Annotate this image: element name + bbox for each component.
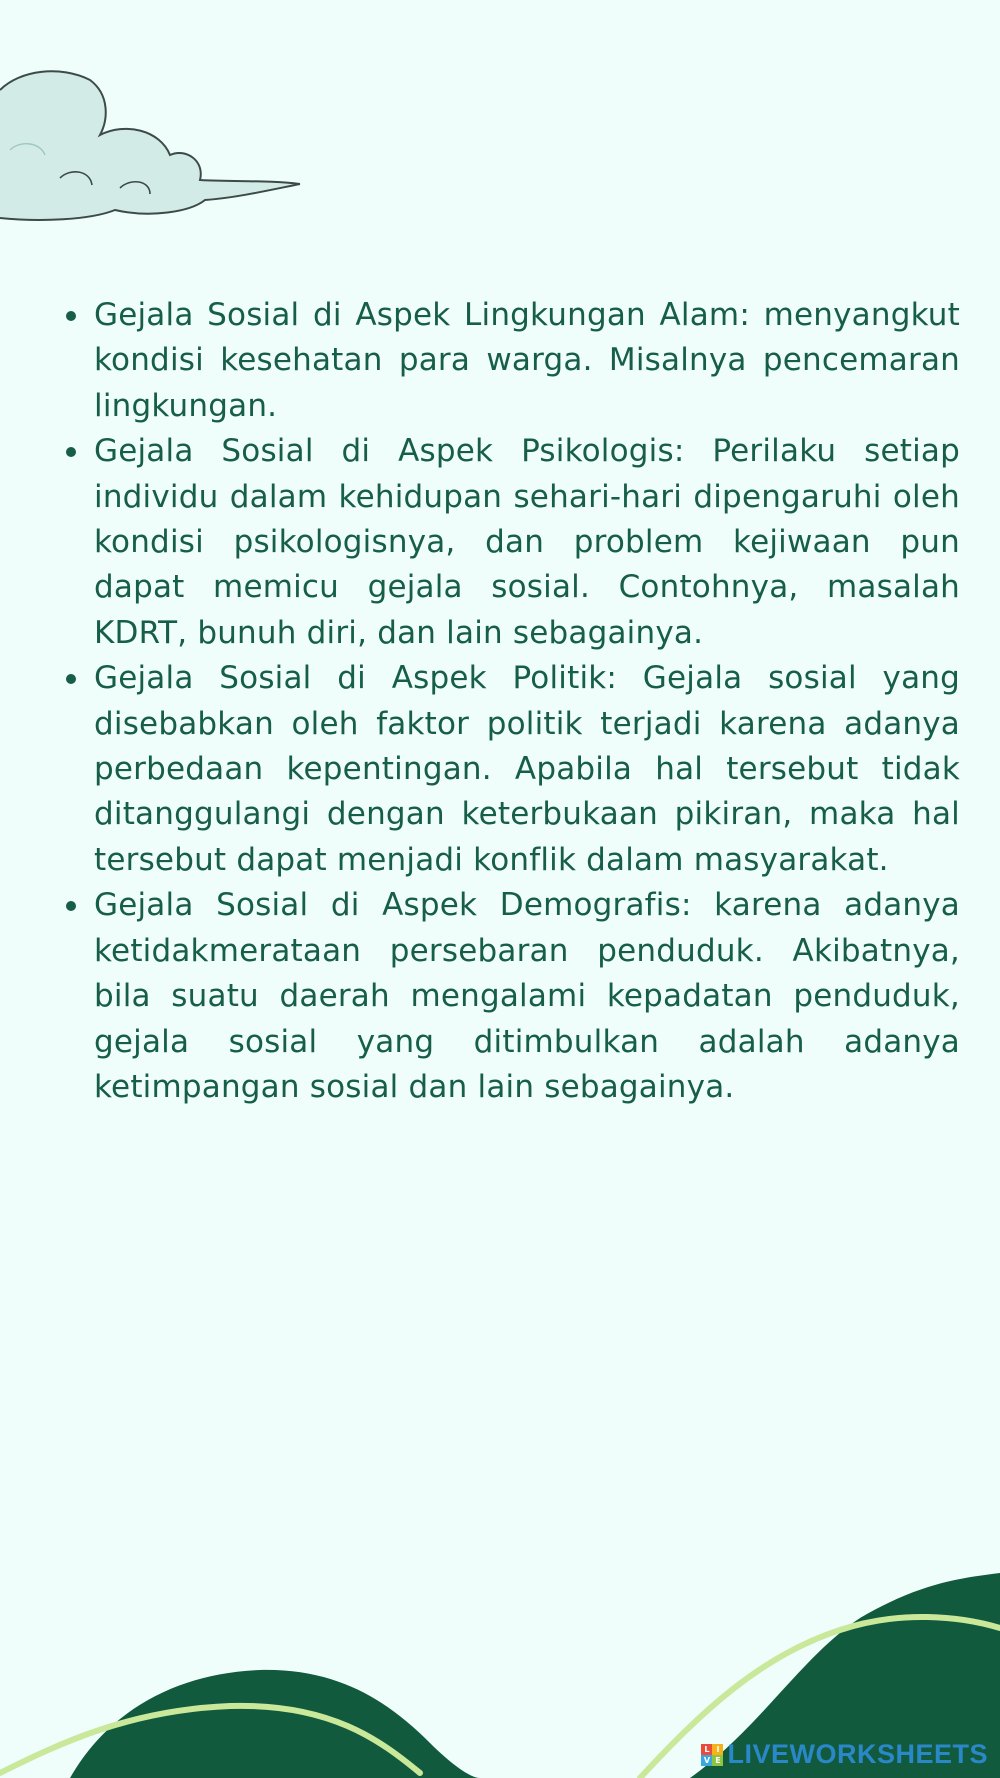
bullet-dot-icon (66, 447, 76, 457)
list-item-text: Gejala Sosial di Aspek Demografis: karena adanya ketidakmerataan persebaran penduduk. Akibatnya, bila suatu daerah mengalami kepadatan penduduk, gejala sosial yang ditimbulkan adalah adanya ketimpangan sosial dan lain sebagainya. (94, 887, 960, 1105)
list-item (60, 656, 960, 883)
bullet-dot-icon (66, 674, 76, 684)
logo-letter: E (712, 1755, 723, 1766)
list-item (60, 883, 960, 1110)
wave-decoration (0, 1478, 1000, 1778)
content-area (60, 293, 960, 1110)
watermark-text: LIVEWORKSHEETS (727, 1739, 988, 1769)
list-item-text: Gejala Sosial di Aspek Psikologis: Perilaku setiap individu dalam kehidupan sehari-hari dipengaruhi oleh kondisi psikologisnya, dan problem kejiwaan pun dapat memicu gejala sosial. Contohnya, masalah KDRT, bunuh diri, dan lain sebagainya. (94, 433, 960, 651)
bullet-dot-icon (66, 901, 76, 911)
logo-letter: V (701, 1755, 712, 1766)
list-item-text: Gejala Sosial di Aspek Lingkungan Alam: menyangkut kondisi kesehatan para warga. Misalnya pencemaran lingkungan. (94, 297, 960, 424)
bullet-list (60, 293, 960, 1110)
logo-letter: L (701, 1744, 712, 1755)
liveworksheets-logo-icon (701, 1744, 723, 1766)
list-item (60, 293, 960, 429)
list-item (60, 429, 960, 656)
cloud-illustration (0, 60, 310, 260)
watermark (701, 1739, 988, 1770)
bullet-dot-icon (66, 311, 76, 321)
wave-shape-left (70, 1670, 480, 1778)
list-item-text: Gejala Sosial di Aspek Politik: Gejala sosial yang disebabkan oleh faktor politik terjadi karena adanya perbedaan kepentingan. Apabila hal tersebut tidak ditanggulangi dengan keterbukaan pikiran, maka hal tersebut dapat menjadi konflik dalam masyarakat. (94, 660, 960, 878)
logo-letter: I (712, 1744, 723, 1755)
